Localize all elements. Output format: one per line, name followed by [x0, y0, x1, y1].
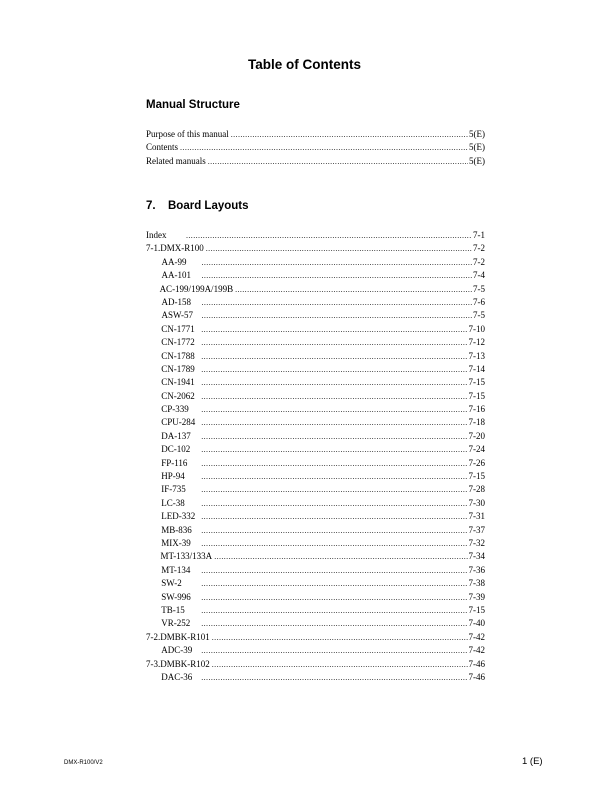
toc-entry[interactable] — [146, 457, 485, 470]
dot-leader — [201, 470, 467, 483]
toc-entry[interactable] — [146, 229, 485, 242]
toc-entry[interactable] — [146, 631, 485, 644]
toc-entry-label: AC-199/199A/199B — [159, 283, 234, 294]
toc-entry[interactable] — [146, 376, 485, 389]
toc-entry-label: LC-38 — [161, 497, 185, 508]
dot-leader — [180, 141, 468, 154]
toc-entry[interactable] — [146, 577, 485, 590]
toc-entry-page: 7-4 — [473, 270, 485, 281]
toc-entry[interactable] — [146, 497, 485, 510]
toc-entry[interactable] — [146, 336, 485, 349]
toc-entry[interactable] — [146, 363, 485, 376]
toc-entry[interactable] — [146, 155, 485, 168]
page-number: 1 (E) — [522, 756, 543, 767]
toc-entry-label: CN-2062 — [161, 390, 195, 401]
toc-entry-number: 7-3. — [146, 658, 161, 669]
toc-entry-page: 7-18 — [468, 417, 485, 428]
toc-entry[interactable] — [146, 309, 485, 322]
toc-entry-label: DA-137 — [161, 430, 191, 441]
dot-leader — [231, 128, 468, 141]
dot-leader — [202, 256, 473, 269]
dot-leader — [201, 443, 467, 456]
toc-entry[interactable] — [146, 128, 485, 141]
toc-entry-number: 7-1. — [146, 243, 161, 254]
toc-entry-label: FP-116 — [161, 457, 188, 468]
toc-entry-label: AD-158 — [161, 296, 191, 307]
toc-entry[interactable] — [146, 296, 485, 309]
toc-entry[interactable] — [146, 564, 485, 577]
dot-leader — [201, 350, 467, 363]
toc-entry[interactable] — [146, 483, 485, 496]
toc-entry-label: HP-94 — [161, 471, 185, 482]
toc-entry-label: CP-339 — [161, 404, 189, 415]
page-title: Table of Contents — [248, 57, 361, 72]
toc-entry-page: 7-30 — [468, 497, 485, 508]
dot-leader — [201, 604, 467, 617]
toc-entry-page: 7-10 — [468, 323, 485, 334]
dot-leader — [201, 336, 467, 349]
toc-entry-label: MT-133/133A — [160, 551, 213, 562]
toc-entry-label: DMX-R100 — [160, 243, 204, 254]
toc-entry-label: CPU-284 — [161, 417, 196, 428]
toc-entry-page: 7-38 — [468, 578, 485, 589]
dot-leader — [201, 483, 467, 496]
dot-leader — [214, 550, 467, 563]
toc-entry-page: 5(E) — [469, 155, 485, 166]
dot-leader — [201, 591, 467, 604]
toc-entry[interactable] — [146, 256, 485, 269]
toc-entry[interactable] — [146, 510, 485, 523]
dot-leader — [202, 309, 473, 322]
dot-leader — [201, 430, 467, 443]
toc-entry[interactable] — [146, 430, 485, 443]
toc-entry-label: DMBK-R101 — [160, 631, 210, 642]
toc-entry[interactable] — [146, 283, 485, 296]
toc-entry-label: SW-996 — [161, 591, 191, 602]
toc-entry[interactable] — [146, 470, 485, 483]
toc-entry-page: 7-13 — [468, 350, 485, 361]
toc-entry-label: CN-1772 — [161, 337, 195, 348]
toc-entry-page: 7-39 — [468, 591, 485, 602]
toc-entry-label: ASW-57 — [161, 310, 193, 321]
toc-entry-label: Related manuals — [146, 155, 206, 166]
toc-entry-page: 7-6 — [473, 296, 485, 307]
toc-entry-page: 7-46 — [468, 658, 485, 669]
board-layouts-list — [146, 229, 485, 684]
section-number: 7. — [146, 200, 156, 212]
toc-entry-label: CN-1771 — [161, 323, 195, 334]
dot-leader — [201, 390, 467, 403]
toc-entry[interactable] — [146, 141, 485, 154]
toc-entry-page: 7-26 — [468, 457, 485, 468]
dot-leader — [201, 537, 467, 550]
dot-leader — [206, 242, 472, 255]
toc-entry[interactable] — [146, 658, 485, 671]
dot-leader — [201, 577, 467, 590]
toc-entry-label: DMBK-R102 — [160, 658, 210, 669]
toc-entry-label: CN-1788 — [161, 350, 195, 361]
toc-entry-page: 7-15 — [468, 377, 485, 388]
toc-entry[interactable] — [146, 416, 485, 429]
toc-entry[interactable] — [146, 403, 485, 416]
board-layouts-heading — [146, 200, 249, 212]
toc-entry[interactable] — [146, 524, 485, 537]
toc-entry[interactable] — [146, 269, 485, 282]
toc-entry-label: SW-2 — [161, 578, 182, 589]
manual-structure-heading — [146, 99, 240, 111]
dot-leader — [201, 323, 467, 336]
toc-entry[interactable] — [146, 591, 485, 604]
dot-leader — [201, 403, 467, 416]
dot-leader — [212, 658, 468, 671]
dot-leader — [201, 671, 467, 684]
toc-entry-label: MT-134 — [161, 564, 191, 575]
toc-entry-page: 7-46 — [468, 671, 485, 682]
toc-entry-page: 7-2 — [473, 243, 485, 254]
dot-leader — [201, 416, 467, 429]
dot-leader — [201, 376, 467, 389]
manual-structure-list — [146, 128, 485, 168]
toc-entry-label: MB-836 — [161, 524, 192, 535]
toc-entry-number: 7-2. — [146, 631, 161, 642]
toc-entry[interactable] — [146, 671, 485, 684]
toc-entry-page: 7-32 — [468, 537, 485, 548]
toc-entry-page: 7-42 — [468, 645, 485, 656]
toc-entry-page: 7-28 — [468, 484, 485, 495]
toc-entry-page: 7-1 — [473, 230, 485, 240]
toc-entry-page: 7-5 — [472, 283, 485, 294]
toc-entry-label: VR-252 — [161, 618, 191, 629]
dot-leader — [201, 617, 467, 630]
toc-entry-label: MIX-39 — [161, 537, 191, 548]
toc-entry-page: 5(E) — [469, 129, 485, 139]
toc-entry-label: LED-332 — [161, 511, 196, 522]
dot-leader — [201, 497, 467, 510]
toc-entry-page: 7-15 — [468, 604, 485, 615]
toc-entry-page: 7-24 — [468, 444, 485, 455]
manual-structure-heading-text: Manual Structure — [146, 99, 240, 111]
toc-entry-page: 7-14 — [468, 363, 485, 374]
toc-entry-page: 7-2 — [473, 256, 485, 267]
toc-entry[interactable] — [146, 550, 485, 563]
toc-entry-label: CN-1941 — [161, 377, 195, 388]
toc-entry[interactable] — [146, 617, 485, 630]
toc-entry-label: Contents — [146, 142, 179, 153]
toc-entry-page: 5(E) — [469, 142, 485, 153]
toc-entry[interactable] — [146, 242, 485, 255]
toc-entry[interactable] — [146, 644, 485, 657]
toc-entry-label: CN-1789 — [161, 363, 195, 374]
toc-entry-label: Index — [146, 230, 167, 240]
toc-entry-page: 7-15 — [468, 390, 485, 401]
dot-leader — [201, 363, 467, 376]
toc-entry-label: AA-99 — [161, 256, 187, 267]
toc-entry-label: IF-735 — [161, 484, 186, 495]
toc-entry[interactable] — [146, 537, 485, 550]
toc-entry-label: Purpose of this manual — [146, 129, 229, 139]
dot-leader — [186, 229, 472, 242]
toc-entry-page: 7-5 — [473, 310, 485, 321]
dot-leader — [202, 296, 473, 309]
toc-entry-page: 7-20 — [468, 430, 485, 441]
document-id: DMX-R100/V2 — [64, 760, 103, 766]
dot-leader — [212, 631, 468, 644]
dot-leader — [202, 269, 473, 282]
toc-entry-page: 7-31 — [468, 511, 485, 522]
toc-entry-label: DAC-36 — [161, 671, 193, 682]
toc-entry-label: TB-15 — [161, 604, 185, 615]
toc-entry[interactable] — [146, 323, 485, 336]
dot-leader — [235, 283, 472, 296]
toc-entry-page: 7-36 — [468, 564, 485, 575]
toc-entry-label: AA-101 — [161, 270, 191, 281]
toc-entry-page: 7-42 — [468, 631, 485, 642]
toc-entry-label: ADC-39 — [161, 645, 193, 656]
toc-entry-page: 7-12 — [468, 337, 485, 348]
toc-entry-label: DC-102 — [161, 444, 191, 455]
toc-entry[interactable] — [146, 604, 485, 617]
dot-leader — [201, 510, 467, 523]
dot-leader — [201, 564, 467, 577]
toc-entry-page: 7-37 — [468, 524, 485, 535]
dot-leader — [201, 644, 467, 657]
dot-leader — [201, 457, 467, 470]
toc-entry[interactable] — [146, 350, 485, 363]
dot-leader — [208, 155, 468, 168]
toc-entry-page: 7-15 — [468, 471, 485, 482]
toc-entry-page: 7-16 — [468, 404, 485, 415]
toc-entry[interactable] — [146, 390, 485, 403]
toc-entry-page: 7-34 — [468, 551, 485, 562]
board-layouts-heading-text: Board Layouts — [168, 200, 249, 212]
dot-leader — [201, 524, 467, 537]
toc-entry[interactable] — [146, 443, 485, 456]
toc-entry-page: 7-40 — [468, 618, 485, 629]
